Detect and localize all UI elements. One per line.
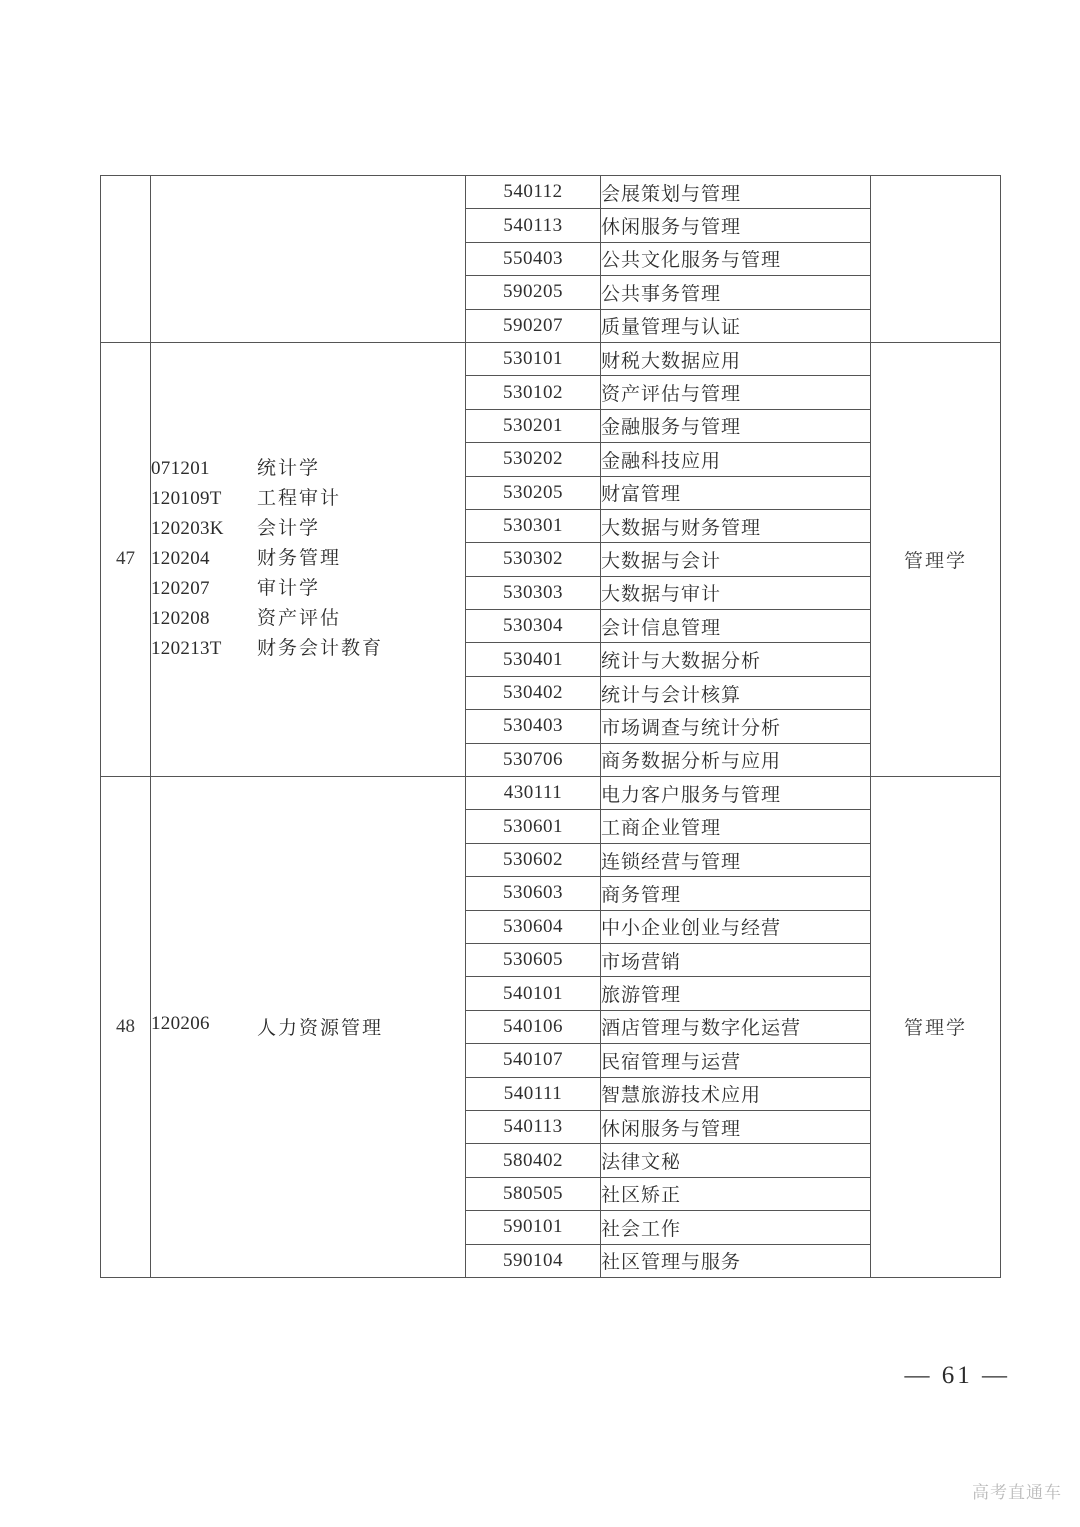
page-number: — 61 — bbox=[904, 1362, 1010, 1389]
undergraduate-majors-cell bbox=[151, 777, 466, 1278]
table-row bbox=[101, 176, 1001, 209]
program-name-cell: 民宿管理与运营 bbox=[601, 1044, 871, 1077]
program-name-cell: 会展策划与管理 bbox=[601, 176, 871, 209]
program-name-cell: 中小企业创业与经营 bbox=[601, 910, 871, 943]
program-name-cell: 公共事务管理 bbox=[601, 276, 871, 309]
program-code-cell: 530605 bbox=[466, 943, 601, 976]
program-name-cell: 电力客户服务与管理 bbox=[601, 777, 871, 810]
program-code-cell: 530101 bbox=[466, 342, 601, 375]
program-name-cell: 休闲服务与管理 bbox=[601, 209, 871, 242]
program-code-cell: 530402 bbox=[466, 676, 601, 709]
program-code-cell: 530301 bbox=[466, 509, 601, 542]
program-code-cell: 530602 bbox=[466, 843, 601, 876]
program-name-cell: 大数据与会计 bbox=[601, 543, 871, 576]
undergraduate-major-name: 统计学 bbox=[257, 458, 321, 480]
discipline-category-cell: 管理学 bbox=[871, 777, 1001, 1278]
program-name-cell: 社会工作 bbox=[601, 1211, 871, 1244]
table-row bbox=[101, 342, 1001, 375]
program-name-cell: 酒店管理与数字化运营 bbox=[601, 1010, 871, 1043]
program-code-cell: 530601 bbox=[466, 810, 601, 843]
program-code-cell: 530201 bbox=[466, 409, 601, 442]
undergraduate-major-code: 120213T bbox=[151, 638, 222, 660]
undergraduate-major bbox=[151, 484, 465, 514]
program-name-cell: 智慧旅游技术应用 bbox=[601, 1077, 871, 1110]
undergraduate-major-code: 120206 bbox=[151, 1013, 210, 1035]
program-code-cell: 540113 bbox=[466, 209, 601, 242]
undergraduate-major-name: 资产评估 bbox=[257, 608, 342, 630]
program-code-cell: 590104 bbox=[466, 1244, 601, 1277]
program-code-cell: 580505 bbox=[466, 1177, 601, 1210]
program-code-cell: 530604 bbox=[466, 910, 601, 943]
program-name-cell: 资产评估与管理 bbox=[601, 376, 871, 409]
group-number-cell bbox=[101, 176, 151, 343]
program-name-cell: 财富管理 bbox=[601, 476, 871, 509]
program-name-cell: 公共文化服务与管理 bbox=[601, 242, 871, 275]
program-code-cell: 530102 bbox=[466, 376, 601, 409]
program-code-cell: 540106 bbox=[466, 1010, 601, 1043]
undergraduate-major-code: 120203K bbox=[151, 518, 224, 540]
undergraduate-major bbox=[151, 604, 465, 634]
group-number-cell: 47 bbox=[101, 342, 151, 776]
undergraduate-major-name: 财务会计教育 bbox=[257, 638, 384, 660]
program-name-cell: 工商企业管理 bbox=[601, 810, 871, 843]
undergraduate-majors-cell bbox=[151, 342, 466, 776]
program-code-cell: 530302 bbox=[466, 543, 601, 576]
program-code-cell: 530706 bbox=[466, 743, 601, 776]
table-body bbox=[101, 176, 1001, 1278]
program-name-cell: 连锁经营与管理 bbox=[601, 843, 871, 876]
program-name-cell: 统计与大数据分析 bbox=[601, 643, 871, 676]
program-name-cell: 商务数据分析与应用 bbox=[601, 743, 871, 776]
undergraduate-major-name: 审计学 bbox=[257, 578, 321, 600]
table-row bbox=[101, 777, 1001, 810]
program-code-cell: 530603 bbox=[466, 877, 601, 910]
undergraduate-major bbox=[151, 544, 465, 574]
undergraduate-major bbox=[151, 634, 465, 664]
program-code-cell: 540107 bbox=[466, 1044, 601, 1077]
program-name-cell: 金融科技应用 bbox=[601, 443, 871, 476]
program-code-cell: 430111 bbox=[466, 777, 601, 810]
program-code-cell: 580402 bbox=[466, 1144, 601, 1177]
program-code-cell: 590101 bbox=[466, 1211, 601, 1244]
program-code-cell: 530304 bbox=[466, 610, 601, 643]
program-code-cell: 550403 bbox=[466, 242, 601, 275]
group-number-cell: 48 bbox=[101, 777, 151, 1278]
program-code-cell: 530205 bbox=[466, 476, 601, 509]
program-name-cell: 会计信息管理 bbox=[601, 610, 871, 643]
program-name-cell: 财税大数据应用 bbox=[601, 342, 871, 375]
program-name-cell: 统计与会计核算 bbox=[601, 676, 871, 709]
program-code-cell: 530403 bbox=[466, 710, 601, 743]
discipline-category-cell bbox=[871, 176, 1001, 343]
program-name-cell: 社区矫正 bbox=[601, 1177, 871, 1210]
program-name-cell: 大数据与审计 bbox=[601, 576, 871, 609]
undergraduate-majors-cell bbox=[151, 176, 466, 343]
major-mapping-table bbox=[100, 175, 1001, 1278]
undergraduate-major bbox=[151, 1013, 465, 1040]
program-code-cell: 530202 bbox=[466, 443, 601, 476]
program-code-cell: 540101 bbox=[466, 977, 601, 1010]
undergraduate-major-name: 财务管理 bbox=[257, 548, 342, 570]
program-code-cell: 540111 bbox=[466, 1077, 601, 1110]
undergraduate-major-name: 会计学 bbox=[257, 518, 321, 540]
undergraduate-major-name: 人力资源管理 bbox=[257, 1018, 384, 1040]
program-code-cell: 590205 bbox=[466, 276, 601, 309]
undergraduate-major-list bbox=[151, 454, 465, 664]
program-code-cell: 530401 bbox=[466, 643, 601, 676]
undergraduate-major-code: 120204 bbox=[151, 548, 210, 570]
program-name-cell: 大数据与财务管理 bbox=[601, 509, 871, 542]
program-name-cell: 休闲服务与管理 bbox=[601, 1110, 871, 1143]
undergraduate-major bbox=[151, 574, 465, 604]
program-name-cell: 法律文秘 bbox=[601, 1144, 871, 1177]
undergraduate-major-code: 120207 bbox=[151, 578, 210, 600]
undergraduate-major bbox=[151, 454, 465, 484]
undergraduate-major-code: 120109T bbox=[151, 488, 222, 510]
program-name-cell: 旅游管理 bbox=[601, 977, 871, 1010]
program-code-cell: 530303 bbox=[466, 576, 601, 609]
undergraduate-major-code: 120208 bbox=[151, 608, 210, 630]
program-name-cell: 社区管理与服务 bbox=[601, 1244, 871, 1277]
undergraduate-major-name: 工程审计 bbox=[257, 488, 342, 510]
program-code-cell: 540112 bbox=[466, 176, 601, 209]
program-code-cell: 590207 bbox=[466, 309, 601, 342]
program-code-cell: 540113 bbox=[466, 1110, 601, 1143]
undergraduate-major bbox=[151, 514, 465, 544]
program-name-cell: 商务管理 bbox=[601, 877, 871, 910]
program-name-cell: 市场调查与统计分析 bbox=[601, 710, 871, 743]
program-name-cell: 金融服务与管理 bbox=[601, 409, 871, 442]
undergraduate-major-code: 071201 bbox=[151, 458, 210, 480]
program-name-cell: 质量管理与认证 bbox=[601, 309, 871, 342]
program-name-cell: 市场营销 bbox=[601, 943, 871, 976]
watermark: 高考直通车 bbox=[972, 1483, 1062, 1503]
discipline-category-cell: 管理学 bbox=[871, 342, 1001, 776]
